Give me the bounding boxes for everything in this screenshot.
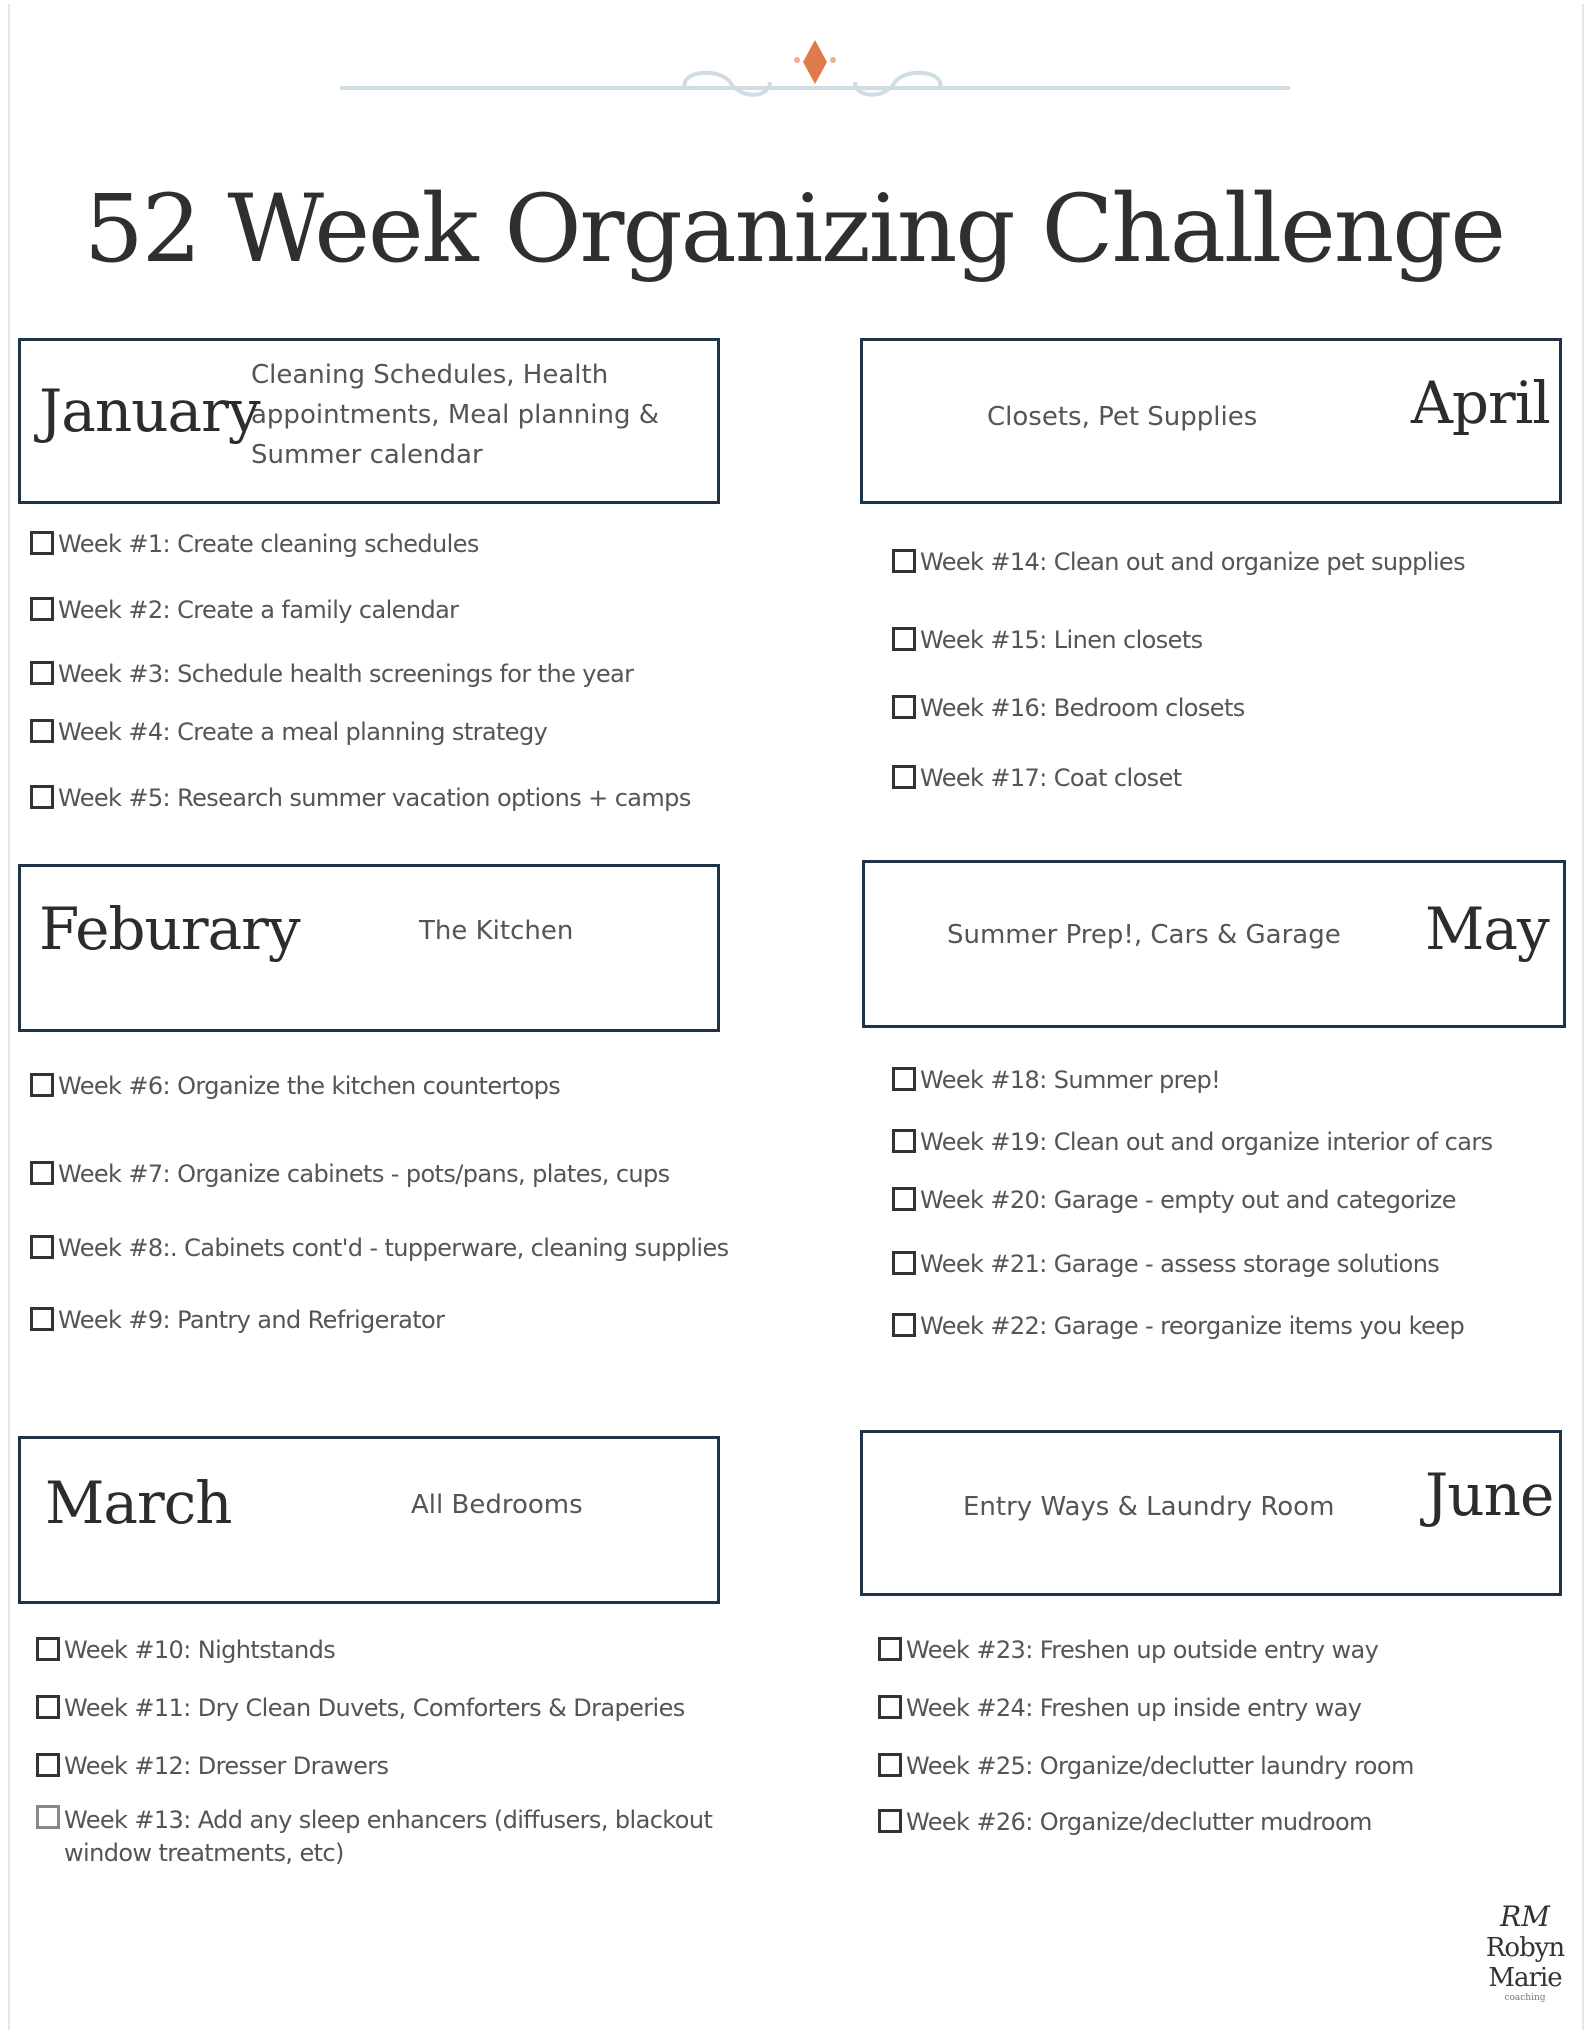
checkbox[interactable] [892, 1067, 916, 1091]
task-label: Week #4: Create a meal planning strategy [58, 718, 548, 746]
checkbox[interactable] [30, 1073, 54, 1097]
task-label: Week #2: Create a family calendar [58, 596, 459, 624]
task-label: Week #9: Pantry and Refrigerator [58, 1306, 445, 1334]
checkbox[interactable] [36, 1805, 60, 1829]
checkbox[interactable] [892, 1129, 916, 1153]
task-label: Week #10: Nightstands [64, 1636, 336, 1664]
checkbox[interactable] [892, 1251, 916, 1275]
task-item[interactable] [892, 1128, 1493, 1156]
checkbox[interactable] [30, 661, 54, 685]
task-item[interactable] [892, 548, 1465, 576]
month-name-june: June [1425, 1461, 1554, 1529]
task-label: Week #18: Summer prep! [920, 1066, 1221, 1094]
task-label: Week #20: Garage - empty out and categorize [920, 1186, 1456, 1214]
checkbox[interactable] [30, 597, 54, 621]
month-box-january [18, 338, 720, 504]
task-item[interactable] [30, 784, 691, 812]
task-item[interactable] [30, 530, 479, 558]
checkbox[interactable] [892, 695, 916, 719]
task-label: Week #26: Organize/declutter mudroom [906, 1808, 1372, 1836]
month-theme-may: Summer Prep!, Cars & Garage [947, 920, 1341, 950]
task-item[interactable] [892, 694, 1245, 722]
task-item[interactable] [878, 1752, 1414, 1780]
checkbox[interactable] [30, 531, 54, 555]
task-label: Week #3: Schedule health screenings for the year [58, 660, 634, 688]
checkbox[interactable] [30, 1161, 54, 1185]
checkbox[interactable] [892, 1313, 916, 1337]
checkbox[interactable] [878, 1809, 902, 1833]
task-item[interactable] [30, 718, 547, 746]
task-item[interactable] [892, 1250, 1439, 1278]
task-label: Week #11: Dry Clean Duvets, Comforters & Draperies [64, 1694, 685, 1722]
logo-name-line2: Marie [1488, 1963, 1562, 1993]
task-label: Week #12: Dresser Drawers [64, 1752, 389, 1780]
task-item[interactable] [30, 1234, 729, 1262]
task-label: Week #25: Organize/declutter laundry room [906, 1752, 1414, 1780]
task-item[interactable] [892, 764, 1182, 792]
task-item[interactable] [892, 626, 1203, 654]
task-label: Week #16: Bedroom closets [920, 694, 1245, 722]
task-label: Week #22: Garage - reorganize items you keep [920, 1312, 1465, 1340]
brand-logo [1470, 1900, 1580, 2003]
page-title: 52 Week Organizing Challenge [83, 175, 1505, 284]
month-box-april [860, 338, 1562, 504]
task-label: Week #19: Clean out and organize interior of cars [920, 1128, 1493, 1156]
task-item[interactable] [892, 1186, 1456, 1214]
task-item[interactable] [30, 1072, 560, 1100]
checkbox[interactable] [892, 549, 916, 573]
task-item[interactable] [36, 1694, 685, 1722]
flourish-ornament-icon [330, 20, 1300, 120]
month-box-may [862, 860, 1566, 1028]
task-item[interactable] [878, 1808, 1372, 1836]
task-item[interactable] [36, 1804, 726, 1870]
task-item[interactable] [30, 1160, 670, 1188]
logo-monogram: RM [1500, 1900, 1550, 1933]
month-name-april: April [1411, 369, 1550, 437]
month-theme-april: Closets, Pet Supplies [987, 402, 1258, 432]
checkbox[interactable] [892, 1187, 916, 1211]
task-label: Week #5: Research summer vacation options + camps [58, 784, 691, 812]
checkbox[interactable] [30, 719, 54, 743]
task-label: Week #21: Garage - assess storage solutions [920, 1250, 1440, 1278]
month-theme-march: All Bedrooms [411, 1490, 583, 1520]
checkbox[interactable] [30, 785, 54, 809]
task-label: Week #1: Create cleaning schedules [58, 530, 479, 558]
checkbox[interactable] [892, 627, 916, 651]
checkbox[interactable] [878, 1637, 902, 1661]
task-item[interactable] [36, 1752, 388, 1780]
checkbox[interactable] [36, 1753, 60, 1777]
task-label: Week #15: Linen closets [920, 626, 1203, 654]
month-box-february [18, 864, 720, 1032]
logo-tagline: coaching [1504, 1993, 1546, 2003]
task-item[interactable] [36, 1636, 335, 1664]
logo-name-line1: Robyn [1485, 1933, 1565, 1963]
task-item[interactable] [878, 1694, 1361, 1722]
month-name-january: January [39, 377, 260, 445]
checkbox[interactable] [36, 1695, 60, 1719]
month-theme-january: Cleaning Schedules, Health appointments, Meal planning & Summer calendar [251, 360, 660, 470]
task-item[interactable] [892, 1066, 1220, 1094]
task-label: Week #23: Freshen up outside entry way [906, 1636, 1379, 1664]
month-name-may: May [1425, 895, 1549, 963]
task-label: Week #24: Freshen up inside entry way [906, 1694, 1362, 1722]
task-label: Week #14: Clean out and organize pet supplies [920, 548, 1465, 576]
month-theme-june: Entry Ways & Laundry Room [963, 1492, 1335, 1522]
task-label: Week #17: Coat closet [920, 764, 1182, 792]
task-label: Week #6: Organize the kitchen countertops [58, 1072, 561, 1100]
checkbox[interactable] [878, 1753, 902, 1777]
task-label: Week #8:. Cabinets cont'd - tupperware, cleaning supplies [58, 1234, 729, 1262]
checkbox[interactable] [892, 765, 916, 789]
task-label: Week #13: Add any sleep enhancers (diffusers, blackout window treatments, etc) [64, 1806, 713, 1867]
task-item[interactable] [30, 596, 458, 624]
task-item[interactable] [30, 1306, 444, 1334]
task-item[interactable] [878, 1636, 1378, 1664]
task-item[interactable] [892, 1312, 1464, 1340]
month-name-february: Feburary [39, 895, 300, 963]
task-item[interactable] [30, 660, 633, 688]
month-box-june [860, 1430, 1562, 1596]
checkbox[interactable] [36, 1637, 60, 1661]
month-box-march [18, 1436, 720, 1604]
checkbox[interactable] [30, 1235, 54, 1259]
checkbox[interactable] [878, 1695, 902, 1719]
month-name-march: March [45, 1469, 232, 1537]
checkbox[interactable] [30, 1307, 54, 1331]
month-theme-february: The Kitchen [419, 916, 574, 946]
task-label: Week #7: Organize cabinets - pots/pans, plates, cups [58, 1160, 670, 1188]
